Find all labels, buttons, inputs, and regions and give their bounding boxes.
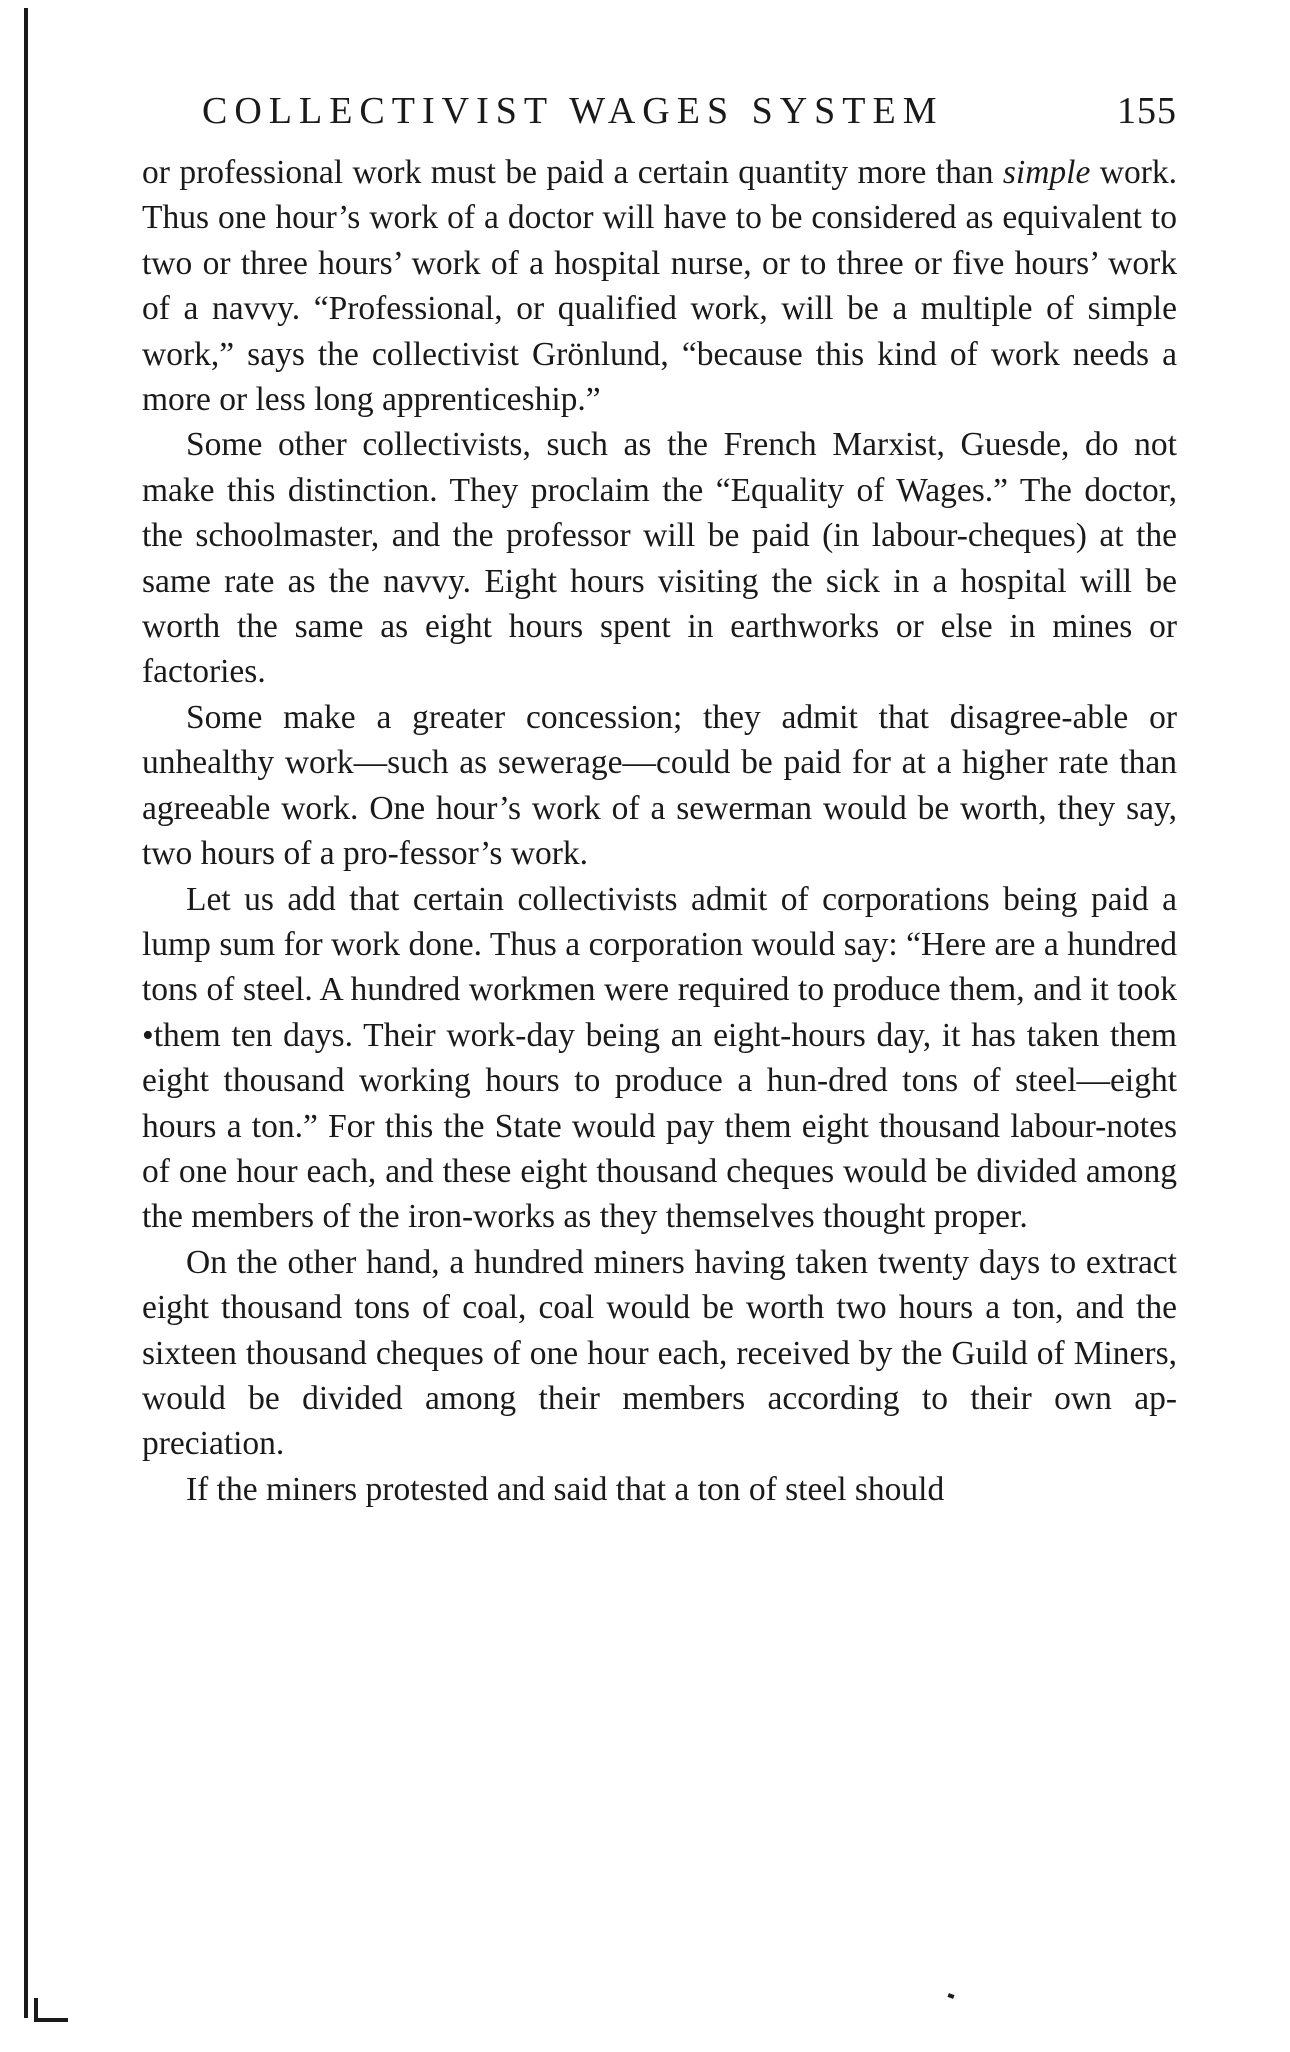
paragraph: On the other hand, a hundred miners having taken twenty days to extract eight thousand tons of coal, coal would be worth two hours a ton, and the sixteen thousand cheques of one hour each, received by the Guild of Miners, would be divided among their members according to their own ap-preciation. (142, 1243, 1177, 1463)
paragraph: Let us add that certain collectivists admit of corporations being paid a lump sum for work done. Thus a corporation would say: “Here are a hundred tons of steel. A hundred workmen were required to produce them, and it took •them ten days. Their work-day being an eight-hours day, it has taken them eight thousand working hours to produce a hun-dred tons of steel—eight hours a ton.” For this the State would pay them eight thousand labour-notes of one hour each, and these eight thousand cheques would be divided among the members of the iron-works as they themselves thought proper. (142, 880, 1177, 1236)
paragraph: If the miners protested and said that a ton of steel should (186, 1470, 945, 1508)
paragraph-text: or professional work must be paid a certain quantity more than (142, 154, 1003, 191)
paragraph-text: work. Thus one hour’s work of a doctor will have to be considered as equivalent to two or three hours’ work of a hospital nurse, or to three or five hours’ work of a navvy. “Professional, or qualified work, will be a multiple of simple work,” says the collectivist Grönlund, “because this kind of work needs a more or less long apprenticeship.” (142, 154, 1177, 419)
book-page (142, 80, 1177, 1512)
paragraph: Some other collectivists, such as the French Marxist, Guesde, do not make this distinction. They proclaim the “Equality of Wages.” The doctor, the schoolmaster, and the professor will be paid (in labour-cheques) at the same rate as the navvy. Eight hours visiting the sick in a hospital will be worth the same as eight hours spent in earthworks or else in mines or factories. (142, 426, 1177, 691)
running-head (142, 80, 1177, 146)
paragraph-continued (142, 150, 1177, 422)
page-binding-corner (34, 1998, 68, 2022)
print-speck (947, 1993, 954, 1999)
running-head-title: COLLECTIVIST WAGES SYSTEM (202, 90, 944, 132)
emphasis-text: simple (1002, 154, 1091, 191)
paragraph: Some make a greater concession; they admit that disagree-able or unhealthy work—such as sewerage—could be paid for at a higher rate than agreeable work. One hour’s work of a sewerman would be worth, they say, two hours of a pro-fessor’s work. (142, 698, 1177, 873)
page-number: 155 (1117, 90, 1177, 132)
page-binding-edge (24, 8, 28, 2018)
